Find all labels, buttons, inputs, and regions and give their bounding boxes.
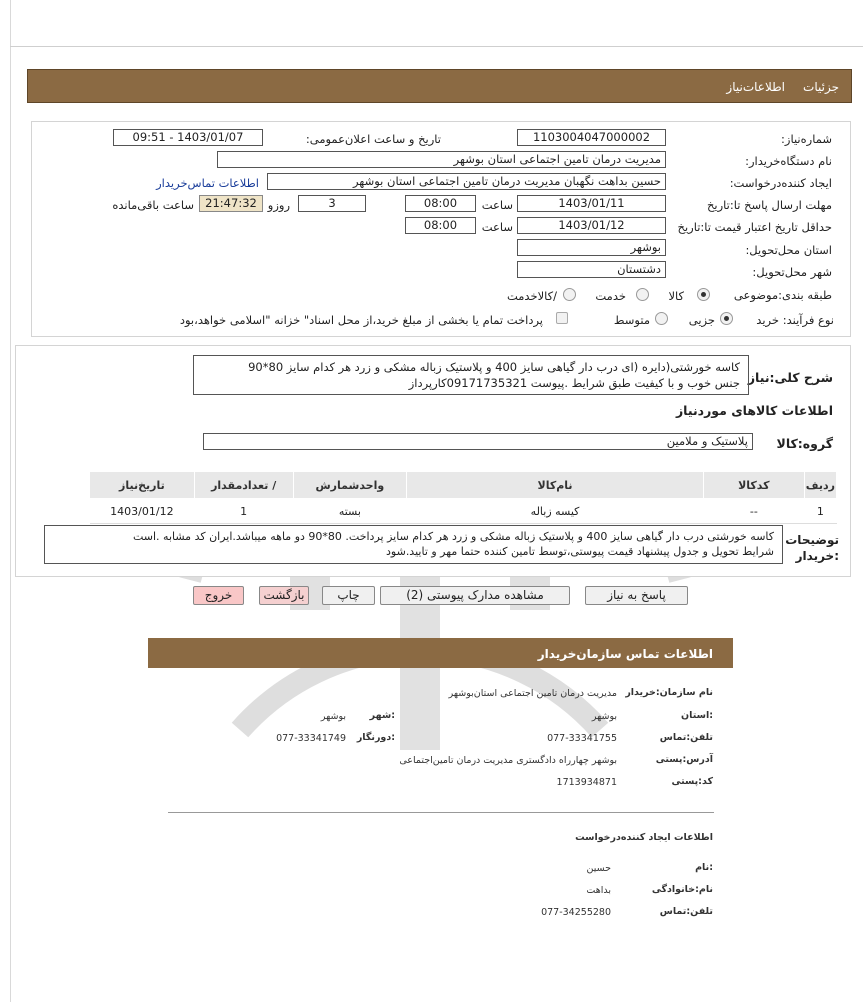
city-contact-value: بوشهر xyxy=(320,711,346,722)
phone-value: 077-33341755 xyxy=(547,733,617,744)
validity-date-field: 1403/01/12 xyxy=(517,217,666,234)
col-qty: / تعدادمقدار xyxy=(194,472,293,499)
category-service-radio[interactable] xyxy=(636,288,649,301)
reply-time-field: 08:00 xyxy=(405,195,476,212)
postal-code-label: کد‌:پستی xyxy=(671,776,713,787)
view-attachments-button[interactable]: مشاهده مدارک پیوستی (2) xyxy=(380,586,570,605)
page-border-top xyxy=(10,46,863,47)
buyer-org-label: نام دستگاه‌خریدار: xyxy=(745,154,832,168)
org-name-label: نام سازمان‌:خریدار xyxy=(625,687,713,698)
buyer-notes-label-line2: :خریدار xyxy=(795,549,839,563)
reply-date-field: 1403/01/11 xyxy=(517,195,666,212)
buyer-notes-box xyxy=(44,525,783,564)
org-name-value: مدیریت درمان تامین اجتماعی استان‌بوشهر xyxy=(448,688,617,699)
province-field: بوشهر xyxy=(517,239,666,256)
buyer-notes-line1: کاسه خورشتی درب دار گیاهی سایز 400 و پلاستیک زباله مشکی و زرد هر کدام سایز پرداخت. 80*90 دو ماهه میباشد.ایران کد مشابه .است xyxy=(132,530,774,543)
general-desc-box xyxy=(193,355,749,395)
exit-button[interactable]: خروج xyxy=(193,586,244,605)
buyer-org-field: مدیریت درمان تامین اجتماعی استان بوشهر xyxy=(217,151,666,168)
process-buy-label: خرید xyxy=(756,313,779,327)
tab-details[interactable]: جزئیات xyxy=(803,80,839,94)
remaining-label: ساعت باقی‌مانده xyxy=(112,198,194,212)
fax-value: 077-33341749 xyxy=(276,733,346,744)
header-bar xyxy=(27,69,852,103)
fax-label: :دورنگار xyxy=(356,732,395,743)
tab-need-info[interactable]: اطلاعات‌نیاز xyxy=(726,80,785,94)
creator-info-heading: اطلاعات ایجاد کننده‌درخواست xyxy=(575,832,713,843)
address-value: بوشهر چهارراه دادگستری مدیریت درمان تامین‌اجتماعی xyxy=(399,755,617,766)
creator-phone-label: تلفن‌:تماس xyxy=(659,906,713,917)
goods-info-heading: اطلاعات کالاهای موردنیاز xyxy=(675,403,833,418)
province-label: استان محل‌تحویل: xyxy=(745,243,832,257)
cell-row: 1 xyxy=(804,499,836,524)
reply-deadline-label: مهلت ارسال پاسخ تا‌:تاریخ xyxy=(707,198,832,212)
first-name-value: حسین xyxy=(586,863,611,874)
validity-label: حداقل تاریخ اعتبار قیمت تا‌:تاریخ xyxy=(677,220,832,234)
creator-label: ایجاد کننده‌درخواست: xyxy=(729,176,832,190)
need-number-field: 1103004047000002 xyxy=(517,129,666,146)
province-contact-value: بوشهر xyxy=(591,711,617,722)
category-goods-service-radio[interactable] xyxy=(563,288,576,301)
items-table-header xyxy=(90,472,837,499)
announce-label: تاریخ و ساعت اعلان‌عمومی: xyxy=(305,132,441,146)
remaining-time-field: 21:47:32 xyxy=(199,195,263,212)
reply-hour-label: ساعت xyxy=(481,198,513,212)
category-goods-service-label: /کالاخدمت xyxy=(506,289,557,303)
buyer-notes-line2: شرایط تحویل و جدول پیشنهاد قیمت پیوستی،توسط تامین کننده حتما مهر و تایید.شود xyxy=(386,545,774,558)
general-desc-label: شرح کلی‌:نیاز xyxy=(747,370,833,385)
announce-field: 1403/01/07 - 09:51 xyxy=(113,129,263,146)
treasury-payment-checkbox[interactable] xyxy=(556,312,568,324)
category-label: طبقه بندی‌:موضوعی xyxy=(733,288,832,302)
contact-section-header xyxy=(148,638,733,668)
reply-to-need-button[interactable]: پاسخ به نیاز xyxy=(585,586,688,605)
cell-qty: 1 xyxy=(194,499,293,524)
validity-hour-label: ساعت xyxy=(481,220,513,234)
table-row xyxy=(90,499,837,524)
process-medium-radio[interactable] xyxy=(655,312,668,325)
first-name-label: :نام xyxy=(695,862,713,873)
contact-divider xyxy=(168,812,714,813)
contact-section-title: اطلاعات تماس سازمان‌خریدار xyxy=(537,647,713,661)
general-desc-line1: کاسه خورشتی(دایره (ای درب دار گیاهی سایز 400 و پلاستیک زباله مشکی و زرد هر کدام سایز 80*90 xyxy=(248,360,740,374)
cell-unit: بسته xyxy=(293,499,407,524)
col-code: کدکالا xyxy=(703,472,804,499)
address-label: آدرس‌:پستی xyxy=(655,754,713,765)
col-name: نام‌کالا xyxy=(407,472,704,499)
last-name-value: بداهت xyxy=(586,885,611,896)
process-medium-label: متوسط xyxy=(613,313,650,327)
treasury-payment-note: پرداخت تمام یا بخشی از مبلغ خرید،از محل اسناد" خزانه "اسلامی خواهد،بود xyxy=(179,313,543,327)
buyer-contact-link[interactable]: اطلاعات تماس‌خریدار xyxy=(156,176,259,190)
category-goods-radio[interactable] xyxy=(697,288,710,301)
goods-group-field: پلاستیک و ملامین xyxy=(203,433,753,450)
col-row: ردیف xyxy=(804,472,836,499)
creator-phone-value: 077-34255280 xyxy=(541,907,611,918)
last-name-label: نام‌:خانوادگی xyxy=(651,884,713,895)
days-field: 3 xyxy=(298,195,366,212)
phone-label: تلفن‌:تماس xyxy=(659,732,713,743)
general-desc-line2: جنس خوب و با کیفیت طبق شرایط .پیوست 09171735321کارپرداز xyxy=(408,376,740,390)
need-number-label: شماره‌نیاز: xyxy=(781,132,832,146)
process-label: نوع فرآیند: xyxy=(782,313,834,327)
category-service-label: خدمت xyxy=(595,289,626,303)
postal-code-value: 1713934871 xyxy=(556,777,617,788)
goods-group-label: گروه‌:کالا xyxy=(776,436,833,451)
cell-code: -- xyxy=(703,499,804,524)
city-field: دشتستان xyxy=(517,261,666,278)
items-table xyxy=(89,471,837,524)
validity-time-field: 08:00 xyxy=(405,217,476,234)
city-label: شهر محل‌تحویل: xyxy=(752,265,832,279)
province-contact-label: :استان xyxy=(681,710,713,721)
cell-name: کیسه زباله xyxy=(407,499,704,524)
print-button[interactable]: چاپ xyxy=(322,586,375,605)
buyer-notes-label xyxy=(785,532,839,564)
process-partial-label: جزیی xyxy=(688,313,715,327)
buyer-notes-label-line1: توضیحات xyxy=(785,533,839,547)
col-unit: واحدشمارش xyxy=(293,472,407,499)
category-goods-label: کالا xyxy=(668,289,684,303)
page-border-left xyxy=(10,0,11,1002)
cell-date: 1403/01/12 xyxy=(90,499,195,524)
process-partial-radio[interactable] xyxy=(720,312,733,325)
days-label: روزو xyxy=(267,198,290,212)
back-button[interactable]: بازگشت xyxy=(259,586,309,605)
col-date: تاریخ‌نیاز xyxy=(90,472,195,499)
creator-field: حسین بداهت نگهبان مدیریت درمان تامین اجتماعی استان بوشهر xyxy=(267,173,666,190)
city-contact-label: :شهر xyxy=(369,710,395,721)
